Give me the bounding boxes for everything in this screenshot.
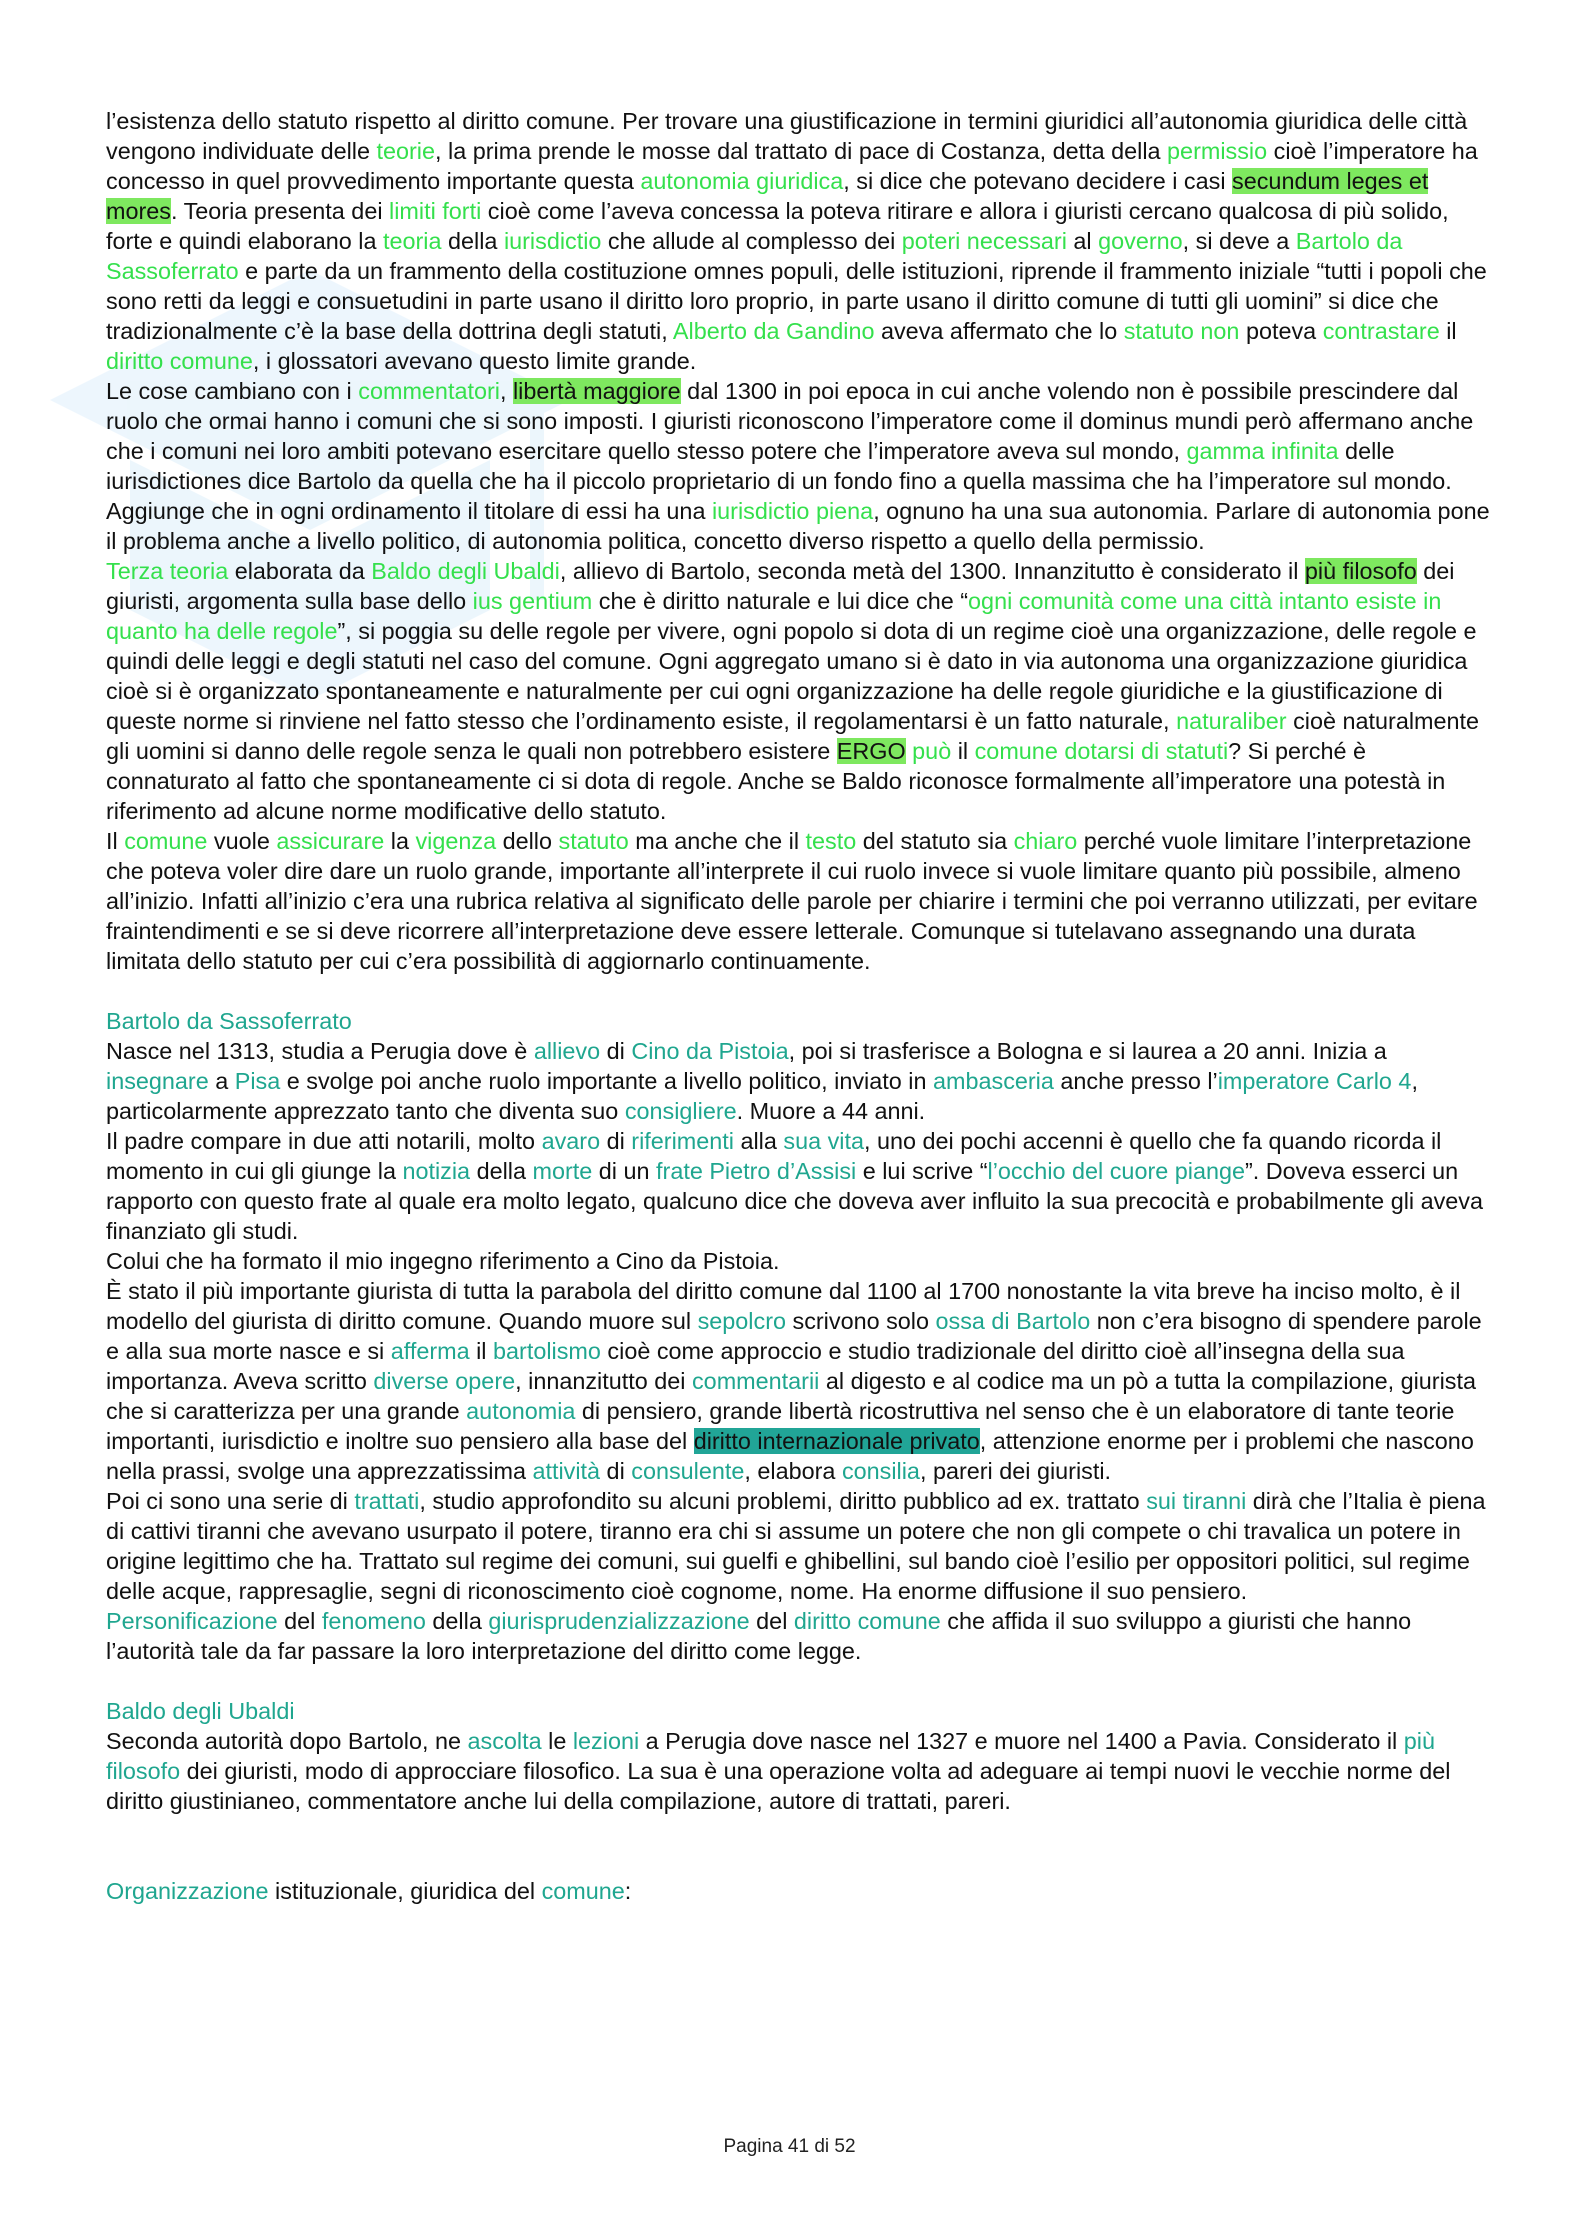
text-run: , si deve a (1182, 228, 1296, 254)
text-run: dal 1300 in poi epoca in cui anche volendo non è possibile prescindere dal ruolo che ormai hanno i comuni che si sono imposti. I giuristi riconoscono l’imperatore come il dominus mundi però affermano anche che i comuni nei loro ambiti potevano esercitare quello stesso potere che l’imperatore aveva sul mondo, (106, 378, 1474, 464)
text-run: vuole (207, 828, 277, 854)
text-run: dirà che l’Italia è piena di cattivi tiranni che avevano usurpato il potere, tiranno era chi si assume un potere che non gli compete o chi travalica un potere in origine legittimo che ha. Trattato sul regime dei comuni, sui guelfi e ghibellini, sul bando cioè l’esilio per oppositori politici, sul regime delle acque, rappresaglie, segni di riconoscimento cioè cognome, nome. Ha enorme diffusione il suo pensiero. (106, 1488, 1486, 1604)
highlighted-term: Alberto da Gandino (672, 318, 875, 344)
text-run: , si dice che potevano decidere i casi (843, 168, 1233, 194)
highlighted-term: chiaro (1013, 828, 1078, 854)
highlighted-term: iurisdictio (503, 228, 602, 254)
highlighted-term: diritto comune (106, 348, 253, 374)
highlighted-term: commentarii (691, 1368, 820, 1394)
paragraph-bartolo-trattati (106, 1486, 1490, 1606)
highlighted-term: Bartolo da Sassoferrato (106, 228, 1403, 284)
text-run: del statuto sia (856, 828, 1014, 854)
highlighted-term: attività (532, 1458, 601, 1484)
text-run: il (469, 1338, 494, 1364)
text-run: delle iurisdictiones dice Bartolo da quella che ha il piccolo proprietario di un fondo fino a quella massima che ha l’imperatore sul mondo. Aggiunge che in ogni ordinamento il titolare di essi ha una (106, 438, 1452, 524)
highlighted-term: ogni comunità come una città intanto esiste in quanto ha delle regole (106, 588, 1442, 644)
text-run: che affida il suo sviluppo a giuristi che hanno l’autorità tale da far passare la loro interpretazione del diritto come legge. (106, 1608, 1412, 1664)
highlighted-term: riferimenti (631, 1128, 734, 1154)
text-run: , ognuno ha una sua autonomia. Parlare di autonomia pone il problema anche a livello politico, di autonomia politica, concetto diverso rispetto a quello della permissio. (106, 498, 1490, 554)
highlighted-term: bartolismo (493, 1338, 601, 1364)
highlighted-term: l’occhio del cuore piange (987, 1158, 1245, 1184)
text-run: il (1439, 318, 1457, 344)
highlighted-term: ERGO (836, 738, 906, 764)
text-run: , innanzitutto dei (515, 1368, 692, 1394)
text-run: a (208, 1068, 235, 1094)
paragraph-commentatori (106, 376, 1490, 556)
highlighted-term: gamma infinita (1186, 438, 1339, 464)
highlighted-term: può (912, 738, 952, 764)
highlighted-term: statuto (558, 828, 629, 854)
highlighted-term: ascolta (467, 1728, 542, 1754)
highlighted-term: teorie (376, 138, 436, 164)
highlighted-term: diverse opere (373, 1368, 516, 1394)
text-run: al (1066, 228, 1099, 254)
highlighted-term: ossa di Bartolo (935, 1308, 1091, 1334)
text-run: ma anche che il (628, 828, 806, 854)
text-run: Nasce nel 1313, studia a Perugia dove è (106, 1038, 534, 1064)
highlighted-term: commentatori (358, 378, 500, 404)
text-run: dello (496, 828, 559, 854)
highlighted-term: ius gentium (472, 588, 593, 614)
text-run: della (425, 1608, 489, 1634)
paragraph-comune-statuto (106, 826, 1490, 976)
text-run: di (600, 1038, 632, 1064)
highlighted-term: Personificazione (106, 1608, 278, 1634)
text-run: della (470, 1158, 533, 1184)
text-run: , studio approfondito su alcuni problemi, diritto pubblico ad ex. trattato (419, 1488, 1147, 1514)
highlighted-term: insegnare (106, 1068, 209, 1094)
text-run: di un (592, 1158, 657, 1184)
highlighted-term: sepolcro (697, 1308, 786, 1334)
text-run: , particolarmente apprezzato tanto che diventa suo (106, 1068, 1418, 1124)
text-run: cioè come l’aveva concessa la poteva ritirare e allora i giuristi cercano qualcosa di più solido, forte e quindi elaborano la (106, 198, 1449, 254)
highlighted-term: afferma (390, 1338, 470, 1364)
highlighted-term: sua vita (783, 1128, 865, 1154)
text-run: , poi si trasferisce a Bologna e si laurea a 20 anni. Inizia a (788, 1038, 1387, 1064)
highlighted-term: testo (805, 828, 857, 854)
text-run: ? Si perché è connaturato al fatto che spontaneamente ci si dota di regole. Anche se Baldo riconosce formalmente all’imperatore una potestà in riferimento ad alcune norme modificative dello statuto. (106, 738, 1446, 824)
text-run: la (384, 828, 416, 854)
paragraph-statuto-teorie (106, 106, 1490, 376)
text-run: le (541, 1728, 573, 1754)
highlighted-term: Terza teoria (106, 558, 229, 584)
highlighted-term: teoria (383, 228, 442, 254)
highlighted-term: assicurare (276, 828, 385, 854)
highlighted-term: naturaliber (1176, 708, 1287, 734)
text-run: che è diritto naturale e lui dice che “ (592, 588, 969, 614)
highlighted-term: iurisdictio piena (711, 498, 874, 524)
heading-organizzazione (106, 1876, 1490, 1906)
text-run: della (441, 228, 504, 254)
text-run: ”. Doveva esserci un rapporto con questo frate al quale era molto legato, qualcuno dice che doveva aver influito la sua precocità e probabilmente gli aveva finanziato gli studi. (106, 1158, 1484, 1244)
text-run: , (499, 378, 513, 404)
paragraph-bartolo-vita (106, 1036, 1490, 1126)
text-run: , i glossatori avevano questo limite grande. (252, 348, 697, 374)
highlighted-term: sui tiranni (1146, 1488, 1247, 1514)
text-run: a Perugia dove nasce nel 1327 e muore nel 1400 a Pavia. Considerato il (639, 1728, 1404, 1754)
highlighted-term: governo (1098, 228, 1183, 254)
highlighted-term: consigliere (624, 1098, 737, 1124)
text-run: al digesto e al codice ma un pò a tutta la compilazione, giurista che si caratterizza per una grande (106, 1368, 1476, 1424)
text-run: dei giuristi, modo di approcciare filosofico. La sua è una operazione volta ad adeguare ai tempi nuovi le vecchie norme del diritto giustinianeo, commentatore anche lui della compilazione, autore di trattati, pareri. (106, 1758, 1451, 1814)
paragraph-bartolo-personificazione (106, 1606, 1490, 1666)
page-number: Pagina 41 di 52 (723, 2136, 856, 2157)
heading-organizzazione-text: istituzionale, giuridica del (268, 1878, 542, 1904)
highlighted-term: fenomeno (321, 1608, 426, 1634)
text-run: che allude al complesso dei (601, 228, 902, 254)
highlighted-term: diritto comune (793, 1608, 941, 1634)
text-run: Il (106, 828, 125, 854)
text-run: e svolge poi anche ruolo importante a livello politico, inviato in (280, 1068, 933, 1094)
highlighted-term: consilia (841, 1458, 920, 1484)
highlighted-term: permissio (1167, 138, 1268, 164)
highlighted-term: comune (124, 828, 208, 854)
text-run: e lui scrive “ (856, 1158, 988, 1184)
highlighted-term: limiti forti (389, 198, 482, 224)
text-run: di (600, 1128, 632, 1154)
highlighted-term: morte (532, 1158, 593, 1184)
document-body (106, 106, 1490, 1906)
text-run: cioè naturalmente gli uomini si danno delle regole senza le quali non potrebbero esistere (106, 708, 1480, 764)
text-run: aveva affermato che lo (874, 318, 1124, 344)
highlighted-term: più filosofo (1304, 558, 1417, 584)
highlighted-term: consulente (631, 1458, 745, 1484)
paragraph-baldo (106, 1726, 1490, 1816)
text-run: , elabora (744, 1458, 842, 1484)
highlighted-term: trattati (354, 1488, 420, 1514)
heading-organizzazione-word1: Organizzazione (106, 1878, 269, 1904)
highlighted-term: giurisprudenzializzazione (488, 1608, 750, 1634)
text-run: anche presso l’ (1053, 1068, 1218, 1094)
highlighted-term: notizia (402, 1158, 471, 1184)
highlighted-term: ambasceria (932, 1068, 1054, 1094)
text-run: del (749, 1608, 794, 1634)
highlighted-term: libertà maggiore (512, 378, 681, 404)
text-run: . Teoria presenta dei (171, 198, 390, 224)
highlighted-term: Pisa (234, 1068, 281, 1094)
highlighted-term: Cino da Pistoia (631, 1038, 789, 1064)
heading-organizzazione-end: : (624, 1878, 632, 1904)
highlighted-term: lezioni (572, 1728, 640, 1754)
paragraph-terza-teoria (106, 556, 1490, 826)
heading-baldo: Baldo degli Ubaldi (106, 1698, 295, 1724)
heading-bartolo: Bartolo da Sassoferrato (106, 1008, 352, 1034)
text-run: . Muore a 44 anni. (736, 1098, 926, 1124)
text-run: Il padre compare in due atti notarili, molto (106, 1128, 542, 1154)
text-run: Poi ci sono una serie di (106, 1488, 355, 1514)
highlighted-term: autonomia giuridica (640, 168, 844, 194)
text-run: , pareri dei giuristi. (919, 1458, 1112, 1484)
text-run: cioè l’imperatore ha concesso in quel provvedimento importante questa (106, 138, 1478, 194)
text-run: scrivono solo (786, 1308, 936, 1334)
text-run: Seconda autorità dopo Bartolo, ne (106, 1728, 468, 1754)
text-run: , la prima prende le mosse dal trattato di pace di Costanza, detta della (435, 138, 1168, 164)
text-run: elaborata da (228, 558, 372, 584)
text-run: il (951, 738, 975, 764)
text-run: l’esistenza dello statuto rispetto al diritto comune. Per trovare una giustificazione in termini giuridici all’autonomia giuridica delle città vengono individuate delle (106, 108, 1468, 164)
highlighted-term: contrastare (1322, 318, 1440, 344)
highlighted-term: Baldo degli Ubaldi (371, 558, 560, 584)
text-run: di (600, 1458, 632, 1484)
text-run: non c’era bisogno di spendere parole e alla sua morte nasce e si (106, 1308, 1482, 1364)
text-run: ”, si poggia su delle regole per vivere, ogni popolo si dota di un regime cioè una organizzazione, delle regole e quindi delle leggi e degli statuti nel caso del comune. Ogni aggregato umano si è dato in via autonoma una organizzazione giuridica cioè si è organizzato spontaneamente e naturalmente per cui ogni organizzazione ha delle regole giuridiche e la giustificazione di queste norme si rinviene nel fatto stesso che l’ordinamento esiste, il regolamentarsi è un fatto naturale, (106, 618, 1477, 734)
text-run: di pensiero, grande libertà ricostruttiva nel senso che è un elaboratore di tante teorie importanti, iurisdictio e inoltre suo pensiero alla base del (106, 1398, 1455, 1454)
text-run: cioè come approccio e studio tradizionale del diritto cioè all’insegna della sua importanza. Aveva scritto (106, 1338, 1405, 1394)
highlighted-term: frate Pietro d’Assisi (656, 1158, 857, 1184)
highlighted-term: comune dotarsi di statuti (974, 738, 1229, 764)
highlighted-term: diritto internazionale privato (693, 1428, 980, 1454)
highlighted-term: più filosofo (106, 1728, 1435, 1784)
text-run: , attenzione enorme per i problemi che nascono nella prassi, svolge una apprezzatissima (106, 1428, 1474, 1484)
text-run: È stato il più importante giurista di tutta la parabola del diritto comune dal 1100 al 1700 nonostante la vita breve ha inciso molto, è il modello del giurista di diritto comune. Quando muore sul (106, 1278, 1461, 1334)
text-run: Le cose cambiano con i (106, 378, 359, 404)
paragraph-bartolo-importanza (106, 1276, 1490, 1486)
highlighted-term: secundum leges et mores (106, 168, 1429, 224)
text-run: e parte da un frammento della costituzione omnes populi, delle istituzioni, riprende il frammento iniziale “tutti i popoli che sono retti da leggi e consuetudini in parte usano il diritto loro proprio, in parte usano il diritto comune di tutti gli uomini” si dice che tradizionalmente c’è la base della dottrina degli statuti, (106, 258, 1487, 344)
heading-organizzazione-word2: comune (541, 1878, 625, 1904)
text-run: , allievo di Bartolo, seconda metà del 1300. Innanzitutto è considerato il (559, 558, 1305, 584)
text-run: poteva (1239, 318, 1323, 344)
highlighted-term: statuto non (1123, 318, 1240, 344)
text-run: perché vuole limitare l’interpretazione che poteva voler dire dare un ruolo grande, importante all’interprete il cui ruolo invece si vuole limitare quanto più possibile, almeno all’inizio. Infatti all’inizio c’era una rubrica relativa al significato delle parole per chiarire i termini che poi verranno utilizzati, per evitare fraintendimenti e se si deve ricorrere all’interpretazione deve essere letterale. Comunque si tutelavano assegnando una durata limitata dello statuto per cui c’era possibilità di aggiornarlo continuamente. (106, 828, 1478, 974)
highlighted-term: vigenza (415, 828, 497, 854)
text-run: alla (733, 1128, 784, 1154)
highlighted-term: imperatore Carlo 4 (1217, 1068, 1412, 1094)
text-run: del (277, 1608, 322, 1634)
highlighted-term: autonomia (466, 1398, 576, 1424)
text-run: Colui che ha formato il mio ingegno riferimento a Cino da Pistoia. (106, 1248, 780, 1274)
highlighted-term: allievo (533, 1038, 601, 1064)
paragraph-bartolo-padre (106, 1126, 1490, 1246)
highlighted-term: poteri necessari (901, 228, 1067, 254)
text-run: dei giuristi, argomenta sulla base dello (106, 558, 1455, 614)
text-run: , uno dei pochi accenni è quello che fa quando ricorda il momento in cui gli giunge la (106, 1128, 1442, 1184)
paragraph-bartolo-cino (106, 1246, 1490, 1276)
highlighted-term: avaro (541, 1128, 601, 1154)
